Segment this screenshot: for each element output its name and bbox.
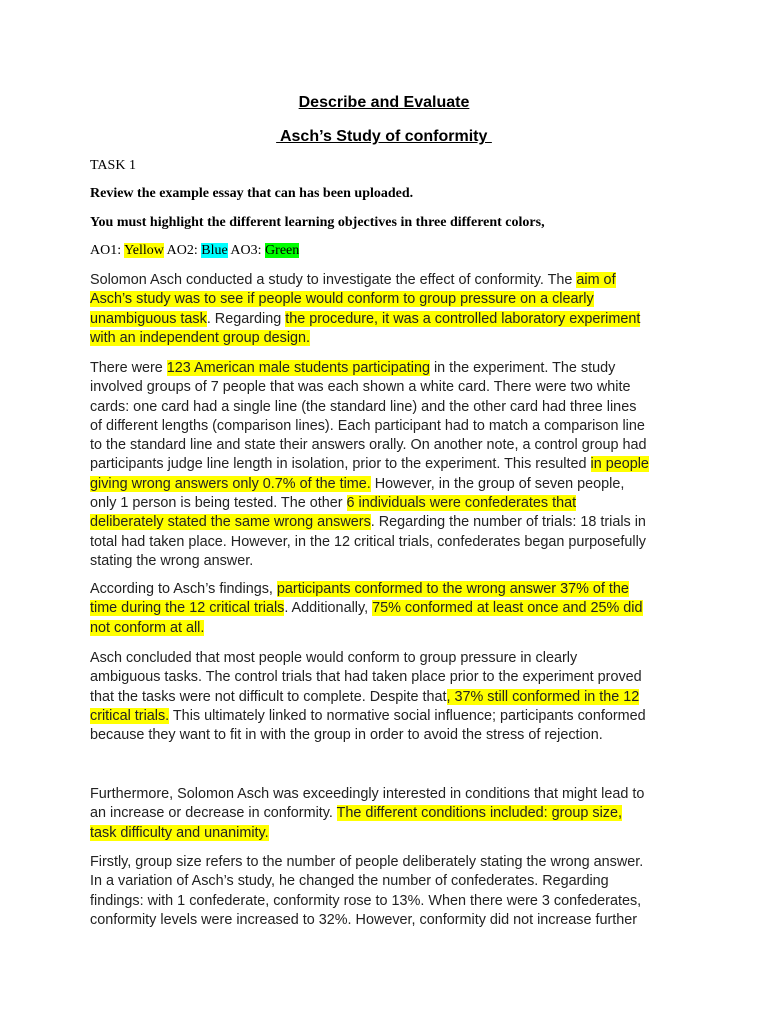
text-segment: cards: one card had a single line (the standard line) and the other card had three lines [90,398,637,415]
ao3-label: AO3: [227,243,266,258]
text-line [90,824,690,843]
text-segment: ambiguous tasks. The control trials that had taken place prior to the experiment proved [90,669,642,686]
highlighted-text: deliberately stated the same wrong answers [90,514,371,531]
text-line [90,668,690,687]
objective-legend [90,243,299,259]
text-segment: only 1 person is being tested. The other [90,495,347,512]
highlighted-text: with an independent group design. [90,329,311,346]
ao3-color-swatch: Green [265,243,300,258]
highlighted-text: aim of [576,272,616,288]
text-segment: an increase or decrease in conformity. [90,805,337,822]
text-line [90,378,690,397]
text-line [90,580,690,599]
text-line [90,513,690,532]
text-line [90,688,690,707]
essay-paragraph-aim [90,271,690,348]
text-segment: participants judge line length in isolation, prior to the experiment. This resulted [90,456,591,473]
text-segment: findings: with 1 confederate, conformity rose to 13%. When there were 3 confederates, [90,892,642,909]
ao2-color-swatch: Blue [201,243,228,258]
text-line [90,892,690,911]
text-line [90,707,690,726]
text-line [90,271,690,290]
highlighted-text: 123 American male students participating [166,360,430,376]
text-line [90,785,690,804]
text-line [90,359,690,378]
text-line [90,494,690,513]
text-segment: because they want to fit in with the group in order to avoid the stress of rejection. [90,727,603,744]
highlighted-text: in people [590,456,649,473]
text-segment: According to Asch’s findings, [90,581,277,597]
text-segment: . Regarding the number of trials: 18 trials in [370,514,646,531]
text-segment: However, in the group of seven people, [370,475,625,492]
essay-paragraph-conclusion [90,649,690,745]
text-line [90,290,690,309]
text-segment: to the standard line and state their answers orally. On another note, a control group had [90,437,647,454]
text-line [90,911,690,930]
essay-paragraph-group-size [90,853,690,930]
text-segment: Firstly, group size refers to the number of people deliberately stating the wrong answer. [90,854,644,870]
text-segment: There were [90,360,167,376]
highlighted-text: giving wrong answers only 0.7% of the time. [90,475,371,492]
text-segment: total had taken place. However, in the 12 critical trials, confederates began purposefully [90,533,646,550]
highlighted-text: critical trials. [90,707,170,724]
essay-paragraph-conditions [90,785,690,843]
text-line [90,398,690,417]
text-line [90,649,690,668]
text-segment: In a variation of Asch’s study, he changed the number of confederates. Regarding [90,873,609,890]
ao1-color-swatch: Yellow [124,243,164,258]
text-line [90,804,690,823]
essay-paragraph-procedure [90,359,690,571]
text-segment: conformity levels were increased to 32%. However, conformity did not increase further [90,911,638,928]
highlighted-text: not conform at all. [90,619,205,636]
document-title: Describe and Evaluate [298,94,470,111]
text-segment: stating the wrong answer. [90,552,254,569]
text-segment: of different lengths (comparison lines). Each participant had to match a comparison line [90,417,645,434]
text-segment: Furthermore, Solomon Asch was exceedingly interested in conditions that might lead to [90,786,645,802]
text-line [90,455,690,474]
task-label: TASK 1 [90,158,136,173]
text-line [90,310,690,329]
text-line [90,726,690,745]
document-subtitle: Asch’s Study of conformity [276,128,492,145]
text-line [90,329,690,348]
text-segment: that the tasks were not difficult to complete. Despite that [90,688,447,705]
text-line [90,619,690,638]
text-line [90,417,690,436]
highlighted-text: 6 individuals were confederates that [346,495,577,512]
text-line [90,853,690,872]
highlighted-text: The different conditions included: group size, [336,805,622,822]
highlighted-text: the procedure, it was a controlled laboratory experiment [285,310,641,327]
text-segment: This ultimately linked to normative social influence; participants conformed [169,707,646,724]
highlighted-text: task difficulty and unanimity. [90,824,269,841]
instruction-highlight: You must highlight the different learning objectives in three different colors, [90,215,545,230]
text-segment: Solomon Asch conducted a study to investigate the effect of conformity. The [90,272,577,288]
text-segment: involved groups of 7 people that was each shown a white card. There were two white [90,379,631,396]
text-segment: in the experiment. The study [429,360,616,376]
text-line [90,533,690,552]
essay-paragraph-findings [90,580,690,638]
highlighted-text: 75% conformed at least once and 25% did [372,600,643,617]
highlighted-text: unambiguous task [90,310,207,327]
text-segment: . Additionally, [284,600,373,617]
text-segment: Asch concluded that most people would conform to group pressure in clearly [90,650,578,666]
highlighted-text: Asch’s study was to see if people would conform to group pressure on a clearly [90,291,594,308]
highlighted-text: time during the 12 critical trials [90,600,285,617]
text-line [90,475,690,494]
text-line [90,599,690,618]
text-line [90,552,690,571]
ao1-label: AO1: [90,243,125,258]
text-line [90,872,690,891]
text-line [90,436,690,455]
highlighted-text: , 37% still conformed in the 12 [446,688,640,705]
instruction-review: Review the example essay that can has been uploaded. [90,186,414,201]
ao2-label: AO2: [163,243,202,258]
text-segment: . Regarding [206,310,286,327]
highlighted-text: participants conformed to the wrong answer 37% of the [276,581,629,597]
